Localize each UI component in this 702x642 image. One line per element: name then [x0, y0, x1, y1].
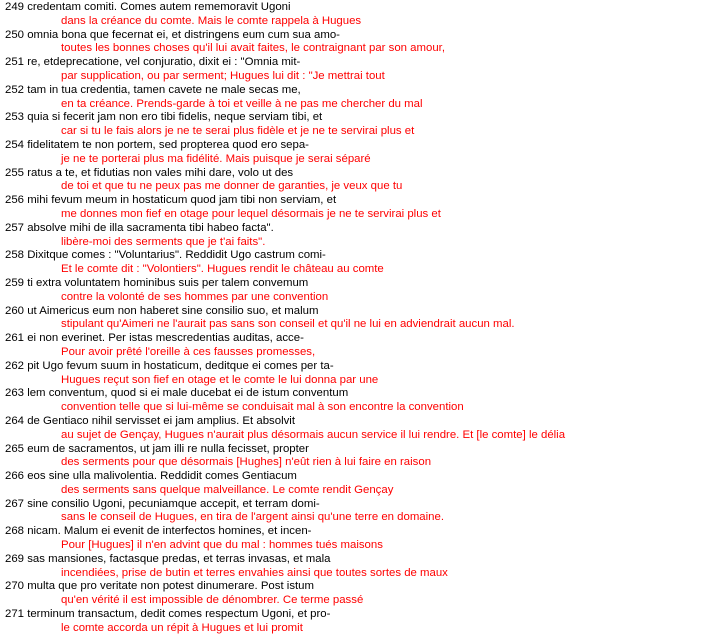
line-pair — [5, 56, 702, 84]
line-number: 263 — [5, 387, 25, 400]
line-pair — [5, 360, 702, 388]
line-pair — [5, 139, 702, 167]
latin-line — [5, 277, 702, 291]
line-pair — [5, 580, 702, 608]
line-number: 265 — [5, 442, 25, 455]
latin-text: lem conventum, quod si ei male ducebat ei de istum conventum — [27, 387, 349, 400]
latin-text: ei non everinet. Per istas mescredentias auditas, acce- — [27, 332, 304, 345]
line-pair — [5, 332, 702, 360]
line-pair — [5, 470, 702, 498]
latin-text: re, etdeprecatione, vel conjuratio, dixit ei : "Omnia mit- — [27, 56, 301, 69]
line-pair — [5, 387, 702, 415]
line-number: 255 — [5, 166, 25, 179]
line-number: 269 — [5, 552, 25, 565]
line-pair — [5, 1, 702, 29]
latin-line — [5, 360, 702, 374]
latin-line — [5, 608, 702, 622]
latin-text: omnia bona que fecernat ei, et distringens eum cum sua amo- — [27, 28, 340, 41]
latin-line — [5, 470, 702, 484]
line-number: 252 — [5, 83, 25, 96]
line-pair — [5, 84, 702, 112]
line-pair — [5, 167, 702, 195]
line-number: 257 — [5, 221, 25, 234]
latin-line — [5, 443, 702, 457]
latin-line — [5, 167, 702, 181]
line-pair — [5, 277, 702, 305]
line-pair — [5, 443, 702, 471]
line-number: 251 — [5, 56, 25, 69]
french-translation-line: par supplication, ou par serment; Hugues lui dit : "Je mettrai tout — [61, 69, 385, 82]
latin-text: sine consilio Ugoni, pecuniamque accepit, et terram domi- — [27, 497, 320, 510]
line-number: 266 — [5, 470, 25, 483]
line-pair — [5, 553, 702, 581]
latin-line — [5, 1, 702, 15]
french-translation-line: Pour [Hugues] il n'en advint que du mal : hommes tués maisons — [61, 539, 383, 552]
latin-line — [5, 525, 702, 539]
latin-text: nicam. Malum ei evenit de interfectos homines, et incen- — [27, 525, 312, 538]
line-pair — [5, 415, 702, 443]
latin-text: ti extra voluntatem hominibus suis per talem convemum — [27, 276, 309, 289]
line-number: 264 — [5, 414, 25, 427]
french-translation-line: le comte accorda un répit à Hugues et lui promit — [61, 621, 303, 634]
line-pair — [5, 525, 702, 553]
french-translation-line: toutes les bonnes choses qu'il lui avait faites, le contraignant par son amour, — [61, 42, 445, 55]
line-pair — [5, 498, 702, 526]
french-translation-line: contre la volonté de ses hommes par une convention — [61, 290, 329, 303]
latin-text: ratus a te, et fidutias non vales mihi dare, volo ut des — [27, 166, 294, 179]
latin-line — [5, 84, 702, 98]
latin-text: mihi fevum meum in hostaticum quod jam tibi non serviam, et — [27, 194, 337, 207]
french-translation-line: au sujet de Gençay, Hugues n'aurait plus désormais aucun service il lui rendre. Et [le comte] le délia — [61, 428, 566, 441]
latin-line — [5, 553, 702, 567]
latin-line — [5, 332, 702, 346]
line-number: 254 — [5, 138, 25, 151]
line-number: 258 — [5, 249, 25, 262]
line-number: 261 — [5, 332, 25, 345]
french-translation-line: des serments pour que désormais [Hughes] n'eût rien à lui faire en raison — [61, 456, 432, 469]
french-translation-line: me donnes mon fief en otage pour lequel désormais je ne te servirai plus et — [61, 207, 441, 220]
line-pair — [5, 111, 702, 139]
latin-text: Dixitque comes : "Voluntarius". Reddidit Ugo castrum comi- — [27, 249, 326, 262]
french-translation-line: des serments sans quelque malveillance. Le comte rendit Gençay — [61, 483, 394, 496]
line-pair — [5, 608, 702, 636]
french-translation-line: convention telle que si lui-même se conduisait mal à son encontre la convention — [61, 401, 464, 414]
latin-text: eos sine ulla malivolentia. Reddidit comes Gentiacum — [27, 470, 297, 483]
line-number: 260 — [5, 304, 25, 317]
latin-line — [5, 194, 702, 208]
french-translation-line: libère-moi des serments que je t'ai faits". — [61, 235, 266, 248]
french-translation-line: stipulant qu'Aimeri ne l'aurait pas sans son conseil et qu'il ne lui en adviendrait aucun mal. — [61, 318, 515, 331]
french-translation-line: Et le comte dit : "Volontiers". Hugues rendit le château au comte — [61, 263, 384, 276]
french-translation-line: car si tu le fais alors je ne te serai plus fidèle et je ne te servirai plus et — [61, 125, 415, 138]
latin-text: credentam comiti. Comes autem rememoravit Ugoni — [27, 1, 291, 13]
latin-line — [5, 139, 702, 153]
line-number: 253 — [5, 111, 25, 124]
latin-line — [5, 415, 702, 429]
latin-text: eum de sacramentos, ut jam illi re nulla fecisset, propter — [27, 442, 309, 455]
latin-line — [5, 222, 702, 236]
latin-line — [5, 498, 702, 512]
line-number: 268 — [5, 525, 25, 538]
line-pair — [5, 305, 702, 333]
line-number: 259 — [5, 276, 25, 289]
line-number: 270 — [5, 580, 25, 593]
latin-text: sas mansiones, factasque predas, et terras invasas, et mala — [27, 552, 331, 565]
line-pair — [5, 249, 702, 277]
latin-text: multa que pro veritate non potest dinumerare. Post istum — [27, 580, 315, 593]
french-translation-line: Pour avoir prêté l'oreille à ces fausses promesses, — [61, 345, 316, 358]
latin-line — [5, 56, 702, 70]
french-translation-line: en ta créance. Prends-garde à toi et veille à ne pas me chercher du mal — [61, 97, 423, 110]
latin-line — [5, 249, 702, 263]
latin-line — [5, 111, 702, 125]
line-pair — [5, 194, 702, 222]
french-translation-line: Hugues reçut son fief en otage et le comte le lui donna par une — [61, 373, 379, 386]
french-translation-line: de toi et que tu ne peux pas me donner de garanties, je veux que tu — [61, 180, 403, 193]
latin-text: ut Aimericus eum non haberet sine consilio suo, et malum — [27, 304, 319, 317]
latin-line — [5, 580, 702, 594]
french-translation-line: dans la créance du comte. Mais le comte rappela à Hugues — [61, 14, 362, 27]
latin-line — [5, 305, 702, 319]
line-number: 271 — [5, 608, 25, 621]
french-translation-line: je ne te porterai plus ma fidélité. Mais puisque je serai séparé — [61, 152, 371, 165]
line-number: 267 — [5, 497, 25, 510]
line-number: 250 — [5, 28, 25, 41]
line-number: 256 — [5, 194, 25, 207]
french-translation-line: qu'en vérité il est impossible de dénombrer. Ce terme passé — [61, 594, 364, 607]
latin-text: pit Ugo fevum suum in hostaticum, deditque ei comes per ta- — [27, 359, 334, 372]
latin-text: tam in tua credentia, tamen cavete ne male secas me, — [27, 83, 301, 96]
latin-text: terminum transactum, dedit comes respectum Ugoni, et pro- — [27, 608, 331, 621]
latin-text: quia si fecerit jam non ero tibi fidelis, neque serviam tibi, et — [27, 111, 323, 124]
latin-text: de Gentiaco nihil servisset ei jam amplius. Et absolvit — [27, 414, 295, 427]
french-translation-line: sans le conseil de Hugues, en tira de l'argent ainsi qu'une terre en domaine. — [61, 511, 445, 524]
french-translation-line: incendiées, prise de butin et terres envahies ainsi que toutes sortes de maux — [61, 566, 448, 579]
line-number: 262 — [5, 359, 25, 372]
latin-line — [5, 29, 702, 43]
line-pair — [5, 29, 702, 57]
latin-text: fidelitatem te non portem, sed propterea quod ero sepa- — [27, 138, 309, 151]
latin-line — [5, 387, 702, 401]
line-number: 249 — [5, 1, 25, 13]
latin-text: absolve mihi de illa sacramenta tibi habeo facta". — [27, 221, 274, 234]
line-pair — [5, 222, 702, 250]
